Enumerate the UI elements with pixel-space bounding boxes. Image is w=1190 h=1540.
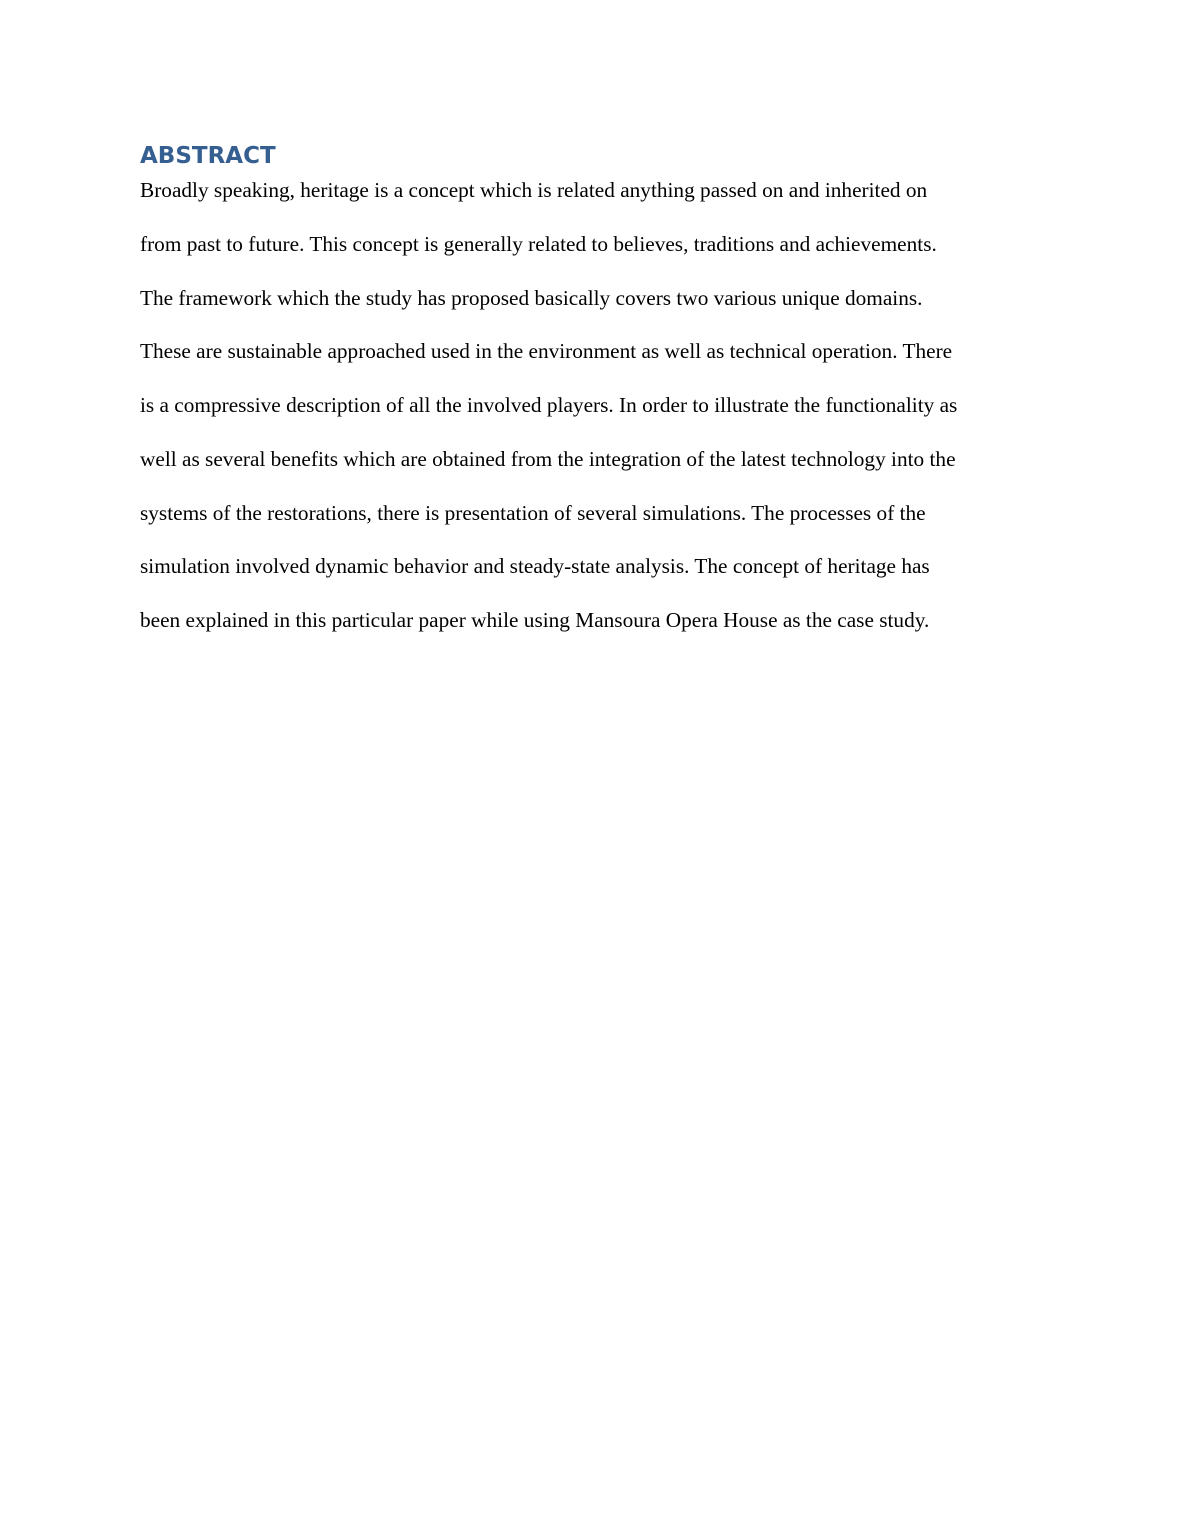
paragraph-line: simulation involved dynamic behavior and steady-state analysis. The concept of heritage has bbox=[140, 554, 930, 579]
paragraph-line: well as several benefits which are obtained from the integration of the latest technology into the bbox=[140, 446, 956, 471]
paragraph-line: is a compressive description of all the involved players. In order to illustrate the functionality as bbox=[140, 393, 958, 417]
paragraph-line: The framework which the study has proposed basically covers two various unique domains. bbox=[140, 285, 923, 310]
abstract-paragraph bbox=[140, 170, 1050, 654]
paragraph-line: systems of the restorations, there is presentation of several simulations. The processes of the bbox=[140, 500, 926, 525]
paragraph-line: These are sustainable approached used in the environment as well as technical operation. There bbox=[140, 339, 953, 364]
paragraph-line: Broadly speaking, heritage is a concept which is related anything passed on and inherited on bbox=[140, 178, 928, 202]
paragraph-line: been explained in this particular paper while using Mansoura Opera House as the case study. bbox=[140, 608, 930, 632]
abstract-heading: ABSTRACT bbox=[140, 143, 276, 169]
paragraph-line: from past to future. This concept is generally related to believes, traditions and achievements. bbox=[140, 231, 937, 256]
